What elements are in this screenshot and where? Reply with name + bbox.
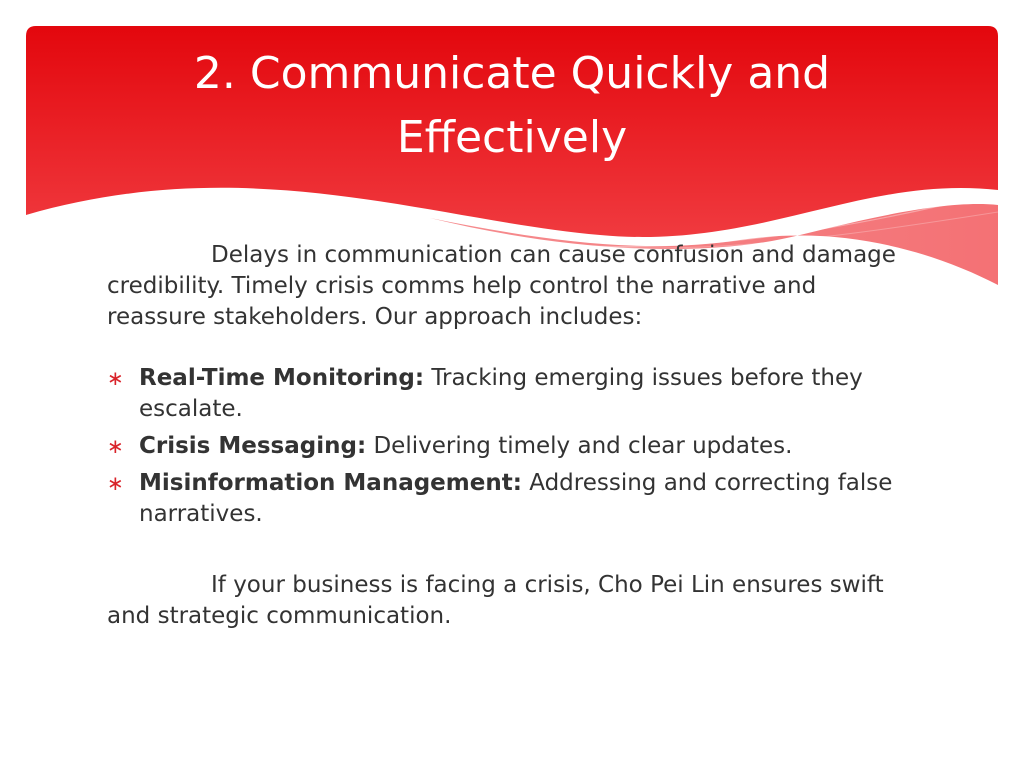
list-item [107,468,907,530]
list-item [107,431,907,462]
bullet-term: Real-Time Monitoring: [139,365,425,391]
list-item [107,363,907,425]
bullet-term: Misinformation Management: [139,470,522,496]
bullet-term: Crisis Messaging: [139,433,367,459]
slide-body [107,240,907,632]
bullet-text: Addressing and correcting false narratives. [139,470,893,527]
asterisk-bullet-icon: ∗ [107,366,124,390]
bullet-text: Delivering timely and clear updates. [366,433,793,459]
intro-paragraph: Delays in communication can cause confusion and damage credibility. Timely crisis comms help control the narrative and reassure stakeholders. Our approach includes: [107,242,896,330]
asterisk-bullet-icon: ∗ [107,434,124,458]
slide-title: 2. Communicate Quickly and Effectively [193,48,831,163]
bullet-list [107,363,907,530]
closing-paragraph: If your business is facing a crisis, Cho Pei Lin ensures swift and strategic communication. [107,572,884,629]
bullet-text: Tracking emerging issues before they escalate. [139,365,863,422]
asterisk-bullet-icon: ∗ [107,471,124,495]
